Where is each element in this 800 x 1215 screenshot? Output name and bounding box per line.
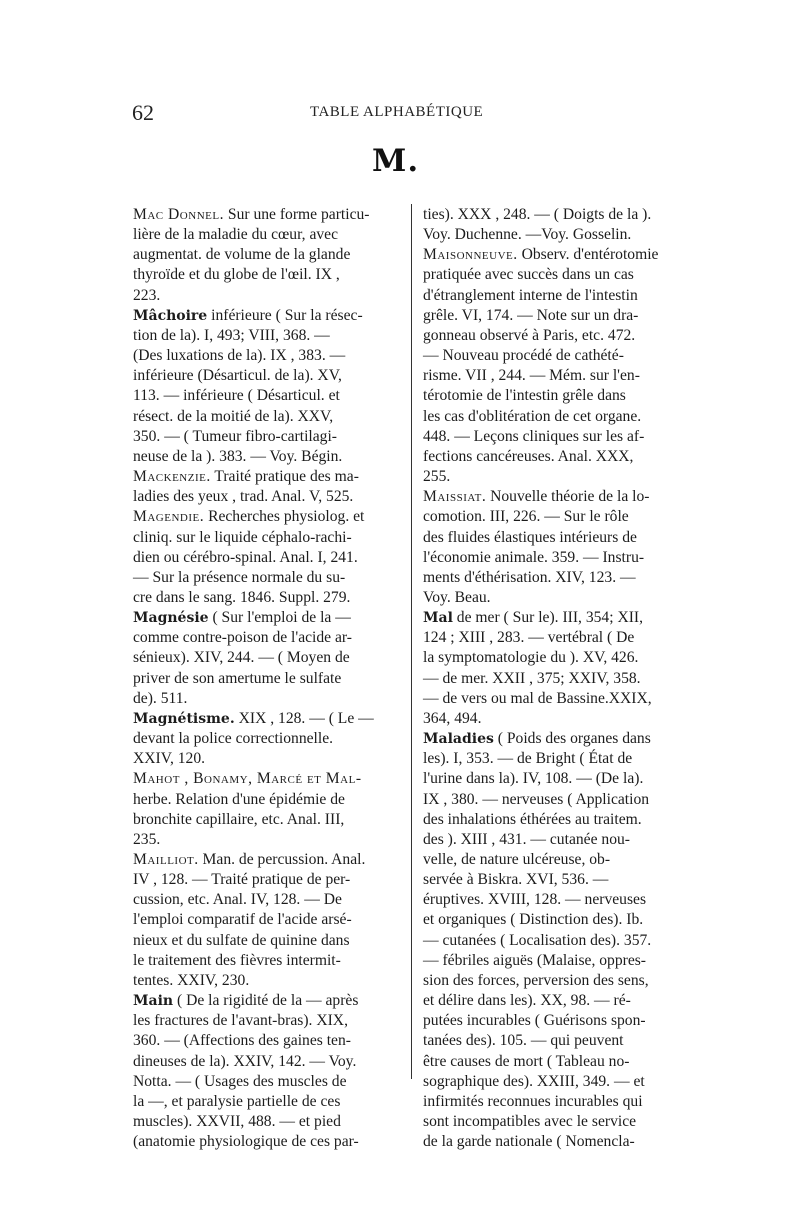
entry-headword: Mahot , Bonamy, Marcé et Mal- <box>133 770 362 788</box>
entry-headword: Magnésie <box>133 610 209 627</box>
entry-text-line: — Sur la présence normale du su- <box>133 568 346 586</box>
entry-text-line: cussion, etc. Anal. IV, 128. — De <box>133 891 342 909</box>
entry-text-line: comme contre-poison de l'acide ar- <box>133 629 352 647</box>
entry-text-line: cre dans le sang. 1846. Suppl. 279. <box>133 588 351 606</box>
entry-text-line: cliniq. sur le liquide céphalo-rachi- <box>133 528 352 546</box>
index-entry <box>423 608 685 729</box>
entry-text-line: l'économie animale. 359. — Instru- <box>423 548 645 566</box>
entry-text-line: risme. VII , 244. — Mém. sur l'en- <box>423 367 640 385</box>
entry-text-line: les). I, 353. — de Bright ( État de <box>423 750 633 768</box>
entry-text-line: dien ou cérébro-spinal. Anal. I, 241. <box>133 548 358 566</box>
entry-text-line: thyroïde et du globe de l'œil. IX , <box>133 266 340 284</box>
entry-text-line: la —, et paralysie partielle de ces <box>133 1092 341 1110</box>
index-entry <box>133 467 395 507</box>
entry-text-line: bronchite capillaire, etc. Anal. III, <box>133 810 345 828</box>
entry-text-line: Notta. — ( Usages des muscles de <box>133 1072 347 1090</box>
entry-text-line: putées incurables ( Guérisons spon- <box>423 1012 646 1030</box>
entry-text-line: ties). XXX , 248. — ( Doigts de la ). <box>423 206 652 223</box>
entry-text-line: muscles). XXVII, 488. — et pied <box>133 1113 341 1131</box>
entry-text-line: et délire dans les). XX, 98. — ré- <box>423 992 631 1010</box>
entry-headword: Mal <box>423 610 453 627</box>
entry-text-line: devant la police correctionnelle. <box>133 730 334 748</box>
entry-text-line: (anatomie physiologique de ces par- <box>133 1133 359 1151</box>
entry-text-line: velle, de nature ulcéreuse, ob- <box>423 851 611 868</box>
entry-text-line: IV , 128. — Traité pratique de per- <box>133 871 351 889</box>
entry-text-line: 448. — Leçons cliniques sur les af- <box>423 427 645 445</box>
entry-headword: Magnétisme. <box>133 710 235 727</box>
entry-text-line: servée à Biskra. XVI, 536. — <box>423 871 609 889</box>
entry-text-line: ments d'éthérisation. XIV, 123. — <box>423 568 636 586</box>
entry-text-line: térotomie de l'intestin grêle dans <box>423 387 626 405</box>
entry-text-line: sographique des). XXIII, 349. — et <box>423 1072 645 1090</box>
entry-text-line: gonneau observé à Paris, etc. 472. <box>423 326 636 344</box>
entry-text-line: augmentat. de volume de la glande <box>133 246 351 264</box>
entry-text-line: pratiquée avec succès dans un cas <box>423 266 634 284</box>
entry-headword: Maladies <box>423 731 494 748</box>
entry-headword: Magendie. <box>133 508 205 526</box>
entry-text-line: 223. <box>133 286 161 304</box>
index-entry <box>423 205 685 245</box>
entry-text-line: — Nouveau procédé de cathété- <box>423 347 624 365</box>
index-entry <box>133 608 395 709</box>
index-entry <box>423 245 685 487</box>
entry-text-line: 364, 494. <box>423 709 482 727</box>
entry-text-line: les cas d'oblitération de cet organe. <box>423 407 642 425</box>
index-entry <box>133 991 395 1152</box>
entry-text-line: le traitement des fièvres intermit- <box>133 951 341 969</box>
entry-text-line: 350. — ( Tumeur fibro-cartilagi- <box>133 427 337 445</box>
right-column <box>423 205 685 1152</box>
entry-text-line: XIX , 128. — ( Le — <box>238 709 374 727</box>
entry-text-line: de mer ( Sur le). III, 354; XII, <box>456 609 643 627</box>
index-entry <box>423 487 685 608</box>
index-entry <box>133 850 395 991</box>
entry-text-line: la symptomatologie du ). XV, 426. <box>423 649 639 667</box>
entry-text-line: tion de la). I, 493; VIII, 368. — <box>133 326 330 344</box>
entry-text-line: de). 511. <box>133 689 188 707</box>
entry-text-line: Voy. Beau. <box>423 588 491 606</box>
entry-text-line: ladies des yeux , trad. Anal. V, 525. <box>133 488 354 506</box>
entry-headword: Mâchoire <box>133 307 208 324</box>
entry-text-line: Recherches physiolog. et <box>208 508 365 526</box>
entry-text-line: sont incompatibles avec le service <box>423 1113 637 1131</box>
index-entry <box>133 507 395 608</box>
entry-text-line: — de vers ou mal de Bassine.XXIX, <box>423 689 652 707</box>
entry-text-line: Traité pratique des ma- <box>214 468 359 486</box>
index-entry <box>423 729 685 1152</box>
entry-text-line: 113. — inférieure ( Désarticul. et <box>133 387 340 405</box>
entry-headword: Maissiat. <box>423 488 487 506</box>
entry-text-line: les fractures de l'avant-bras). XIX, <box>133 1012 348 1030</box>
entry-headword: Mailliot. <box>133 851 199 868</box>
entry-text-line: et organiques ( Distinction des). Ib. <box>423 911 644 929</box>
entry-text-line: inférieure ( Sur la résec- <box>211 306 363 324</box>
section-letter: M. <box>372 143 420 179</box>
index-entry <box>133 205 395 306</box>
entry-text-line: Nouvelle théorie de la lo- <box>490 488 650 506</box>
index-entry <box>133 709 395 769</box>
entry-text-line: priver de son amertume le sulfate <box>133 669 342 687</box>
entry-text-line: ( Poids des organes dans <box>497 730 651 748</box>
entry-text-line: l'emploi comparatif de l'acide arsé- <box>133 911 352 929</box>
entry-text-line: herbe. Relation d'une épidémie de <box>133 790 345 808</box>
entry-text-line: 360. — (Affections des gaines ten- <box>133 1032 351 1050</box>
entry-text-line: d'étranglement interne de l'intestin <box>423 286 638 304</box>
index-entry <box>133 769 395 850</box>
entry-text-line: éruptives. XVIII, 128. — nerveuses <box>423 891 647 909</box>
entry-text-line: comotion. III, 226. — Sur le rôle <box>423 508 629 526</box>
entry-headword: Maisonneuve. <box>423 246 518 264</box>
entry-text-line: être causes de mort ( Tableau no- <box>423 1052 630 1070</box>
entry-text-line: tanées des). 105. — qui peuvent <box>423 1032 624 1050</box>
entry-text-line: 235. <box>133 830 161 848</box>
running-head: TABLE ALPHABÉTIQUE <box>310 104 484 120</box>
entry-text-line: tentes. XXIV, 230. <box>133 971 250 989</box>
column-divider <box>411 204 412 1079</box>
entry-text-line: l'urine dans la). IV, 108. — (De la). <box>423 770 644 788</box>
entry-text-line: — cutanées ( Localisation des). 357. <box>423 931 652 949</box>
entry-text-line: des ). XIII , 431. — cutanée nou- <box>423 830 630 848</box>
entry-text-line: Voy. Duchenne. —Voy. Gosselin. <box>423 226 632 244</box>
entry-text-line: ( De la rigidité de la — après <box>176 992 359 1010</box>
entry-text-line: neuse de la ). 383. — Voy. Bégin. <box>133 447 343 465</box>
left-column <box>133 205 395 1152</box>
entry-text-line: 124 ; XIII , 283. — vertébral ( De <box>423 629 635 647</box>
entry-headword: Mac Donnel. <box>133 206 224 223</box>
entry-text-line: de la garde nationale ( Nomencla- <box>423 1133 635 1151</box>
entry-text-line: dineuses de la). XXIV, 142. — Voy. <box>133 1052 357 1070</box>
entry-text-line: sion des forces, perversion des sens, <box>423 971 649 989</box>
entry-text-line: grêle. VI, 174. — Note sur un dra- <box>423 306 639 324</box>
entry-headword: Mackenzie. <box>133 468 211 486</box>
entry-text-line: des inhalations éthérées au traitem. <box>423 810 642 828</box>
entry-text-line: des fluides élastiques intérieurs de <box>423 528 637 546</box>
entry-text-line: Observ. d'entérotomie <box>521 246 659 264</box>
entry-text-line: — fébriles aiguës (Malaise, oppres- <box>423 951 647 969</box>
entry-headword: Main <box>133 993 174 1010</box>
entry-text-line: fections cancéreuses. Anal. XXX, <box>423 447 634 465</box>
entry-text-line: lière de la maladie du cœur, avec <box>133 226 339 244</box>
entry-text-line: résect. de la moitié de la). XXV, <box>133 407 334 425</box>
index-entry <box>133 306 395 467</box>
entry-text-line: IX , 380. — nerveuses ( Application <box>423 790 650 808</box>
page-number: 62 <box>132 100 154 125</box>
entry-text-line: 255. <box>423 468 451 486</box>
entry-text-line: nieux et du sulfate de quinine dans <box>133 931 350 949</box>
entry-text-line: Sur une forme particu- <box>227 206 370 223</box>
entry-text-line: sénieux). XIV, 244. — ( Moyen de <box>133 649 350 667</box>
entry-text-line: — de mer. XXII , 375; XXIV, 358. <box>423 669 641 687</box>
entry-text-line: Man. de percussion. Anal. <box>202 851 366 868</box>
entry-text-line: inférieure (Désarticul. de la). XV, <box>133 367 342 385</box>
entry-text-line: XXIV, 120. <box>133 750 206 768</box>
entry-text-line: ( Sur l'emploi de la — <box>212 609 351 627</box>
entry-text-line: (Des luxations de la). IX , 383. — <box>133 347 346 365</box>
entry-text-line: infirmités reconnues incurables qui <box>423 1092 643 1110</box>
